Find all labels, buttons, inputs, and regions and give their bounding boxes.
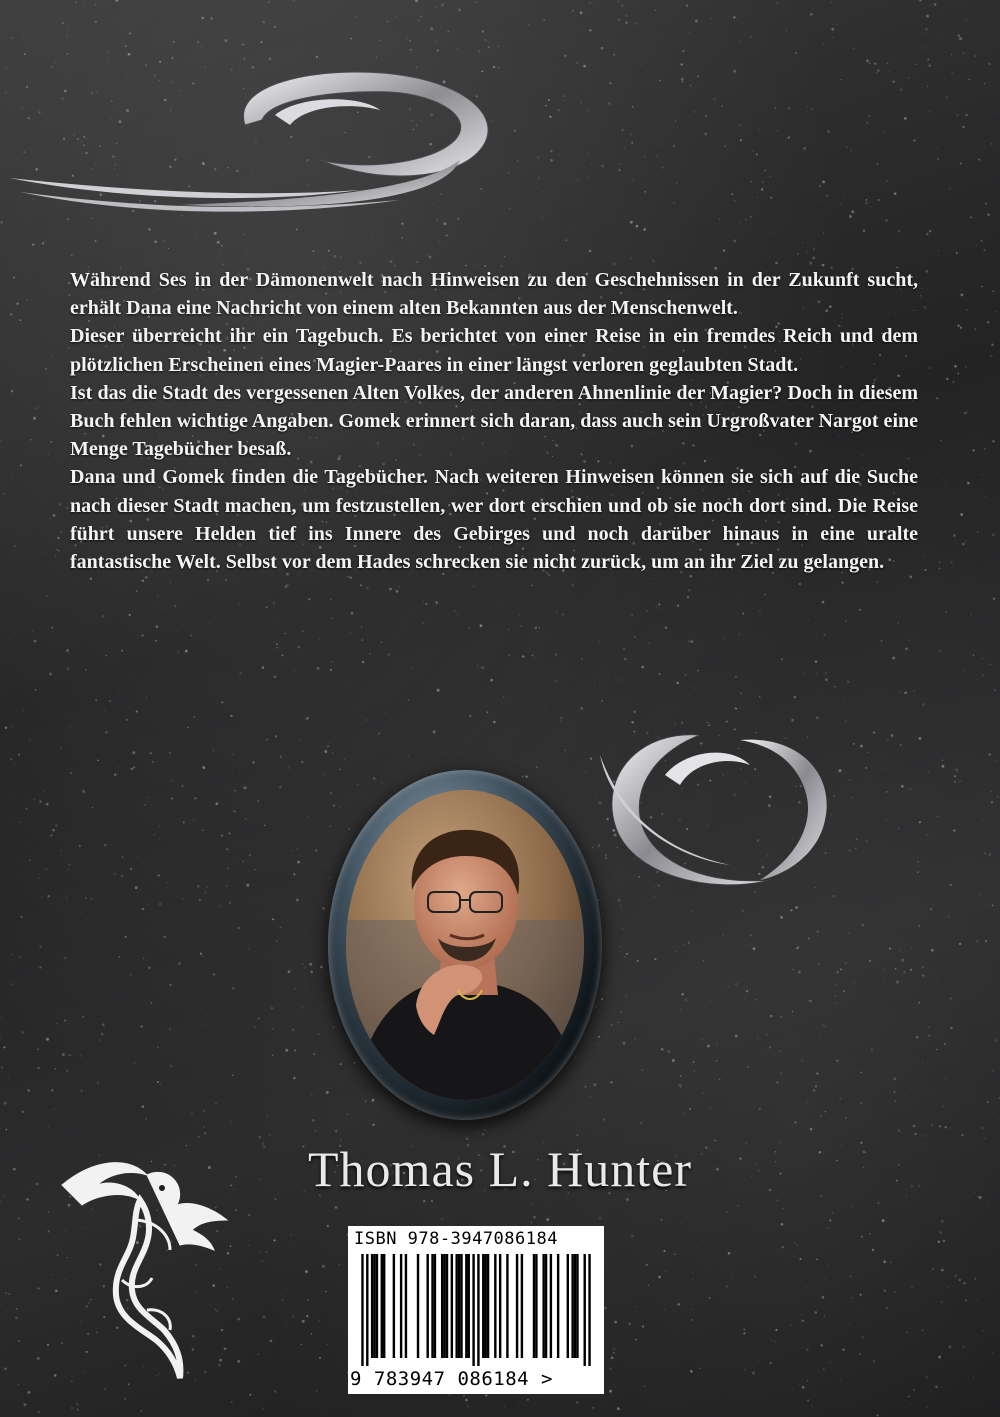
barcode-bar xyxy=(376,1254,378,1358)
barcode-bar xyxy=(381,1254,383,1358)
barcode-bar xyxy=(477,1254,479,1366)
barcode-bar xyxy=(458,1254,460,1358)
barcode-bar xyxy=(584,1254,586,1366)
isbn-label: ISBN 978-3947086184 xyxy=(354,1229,558,1249)
barcode-bar xyxy=(484,1254,486,1358)
barcode-bar xyxy=(571,1254,573,1358)
blurb-paragraph: Ist das die Stadt des vergessenen Alten Volkes, der anderen Ahnenlinie der Magier? Doch in diesem Buch fehlen wichtige Angaben. Gomek erinnert sich daran, dass auch sein Urgroßvater Nargot eine Menge Tagebücher besaß. xyxy=(70,381,918,461)
barcode-bar xyxy=(465,1254,467,1358)
barcode-bar xyxy=(535,1254,537,1358)
barcode-bar xyxy=(373,1254,375,1358)
barcode-bar xyxy=(542,1254,544,1358)
blurb-paragraph: Während Ses in der Dämonenwelt nach Hinweisen zu den Geschehnissen in der Zukunft sucht, erhält Dana eine Nachricht von einem alten Bekannten aus der Menschenwelt. xyxy=(70,269,918,320)
barcode-bar xyxy=(400,1254,402,1358)
barcode-bar xyxy=(533,1254,535,1358)
barcode-bar xyxy=(443,1254,445,1358)
blurb-paragraph: Dieser überreicht ihr ein Tagebuch. Es berichtet von einer Reise in ein fremdes Reich und dem plötzlichen Erscheinen eines Magier-Paares in einer längst verloren geglaubten Stadt. xyxy=(70,325,918,376)
top-swirl-icon xyxy=(0,40,520,230)
barcode-bar xyxy=(371,1254,373,1358)
barcode-bar xyxy=(366,1254,368,1366)
barcode-bar xyxy=(455,1254,457,1358)
author-portrait-icon xyxy=(346,790,584,1100)
barcode-bar xyxy=(468,1254,470,1358)
barcode-bar xyxy=(516,1254,518,1358)
barcode-digits: 9 783947 086184 > xyxy=(350,1368,553,1390)
barcode-bar xyxy=(482,1254,484,1358)
barcode-bar xyxy=(446,1254,448,1358)
barcode-bar xyxy=(393,1254,395,1358)
barcode-bar xyxy=(521,1254,523,1358)
barcode-bar xyxy=(434,1254,436,1358)
barcode-bar xyxy=(567,1254,569,1358)
author-photo xyxy=(346,790,584,1100)
barcode-bar xyxy=(451,1254,453,1358)
blurb-paragraph: Dana und Gomek finden die Tagebücher. Nach weiteren Hinweisen können sie sich auf die Suche nach dieser Stadt machen, um festzustellen, wer dort erschien und ob sie noch dort sind. Die Reise führt unsere Helden tief ins Innere des Gebirges und noch darüber hinaus in eine uralte fantastische Welt. Selbst vor dem Hades schrecken sie nicht zurück, um an ihr Ziel zu gelangen. xyxy=(70,466,918,574)
barcode-bar xyxy=(487,1254,489,1358)
barcode-bar xyxy=(499,1254,501,1358)
barcode-bar xyxy=(574,1254,576,1358)
author-name: Thomas L. Hunter xyxy=(308,1141,692,1197)
barcode-bar xyxy=(426,1254,428,1358)
barcode-bar xyxy=(472,1254,474,1366)
isbn-barcode xyxy=(348,1226,604,1394)
barcode-bar xyxy=(383,1254,385,1358)
barcode-bar xyxy=(460,1254,462,1358)
barcode-bar xyxy=(576,1254,578,1358)
barcode-bar xyxy=(588,1254,590,1366)
barcode-bar xyxy=(550,1254,552,1358)
back-cover-blurb xyxy=(70,266,918,576)
barcode-bar xyxy=(494,1254,496,1358)
barcode-bar xyxy=(545,1254,547,1358)
barcode-bar xyxy=(431,1254,433,1358)
right-swirl-icon xyxy=(580,715,850,905)
barcode-bar xyxy=(405,1254,407,1358)
barcode-bar xyxy=(557,1254,559,1358)
barcode-bars xyxy=(354,1254,598,1366)
barcode-bar xyxy=(417,1254,419,1358)
barcode-bar xyxy=(506,1254,508,1358)
barcode-bar xyxy=(361,1254,363,1366)
barcode-bar xyxy=(441,1254,443,1358)
tribal-dragon-icon xyxy=(52,1150,237,1385)
